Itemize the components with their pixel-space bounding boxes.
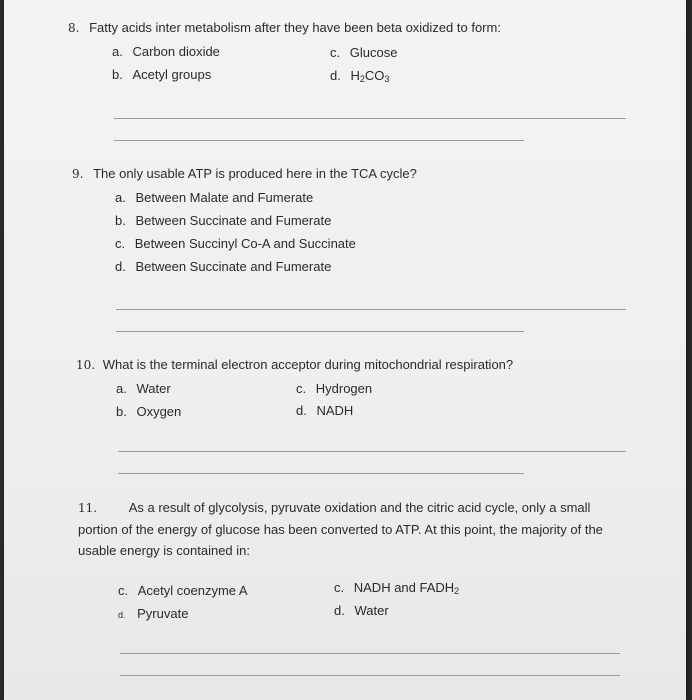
option-text: Water <box>354 603 389 618</box>
option-text: Between Succinate and Fumerate <box>135 213 332 228</box>
option-letter: a. <box>112 44 123 59</box>
question-text: The only usable ATP is produced here in the TCA cycle? <box>93 166 417 181</box>
option-letter: d. <box>334 603 345 618</box>
q10-option-a <box>116 381 171 396</box>
question-9 <box>72 163 417 185</box>
worksheet-page <box>4 0 686 700</box>
question-number: 10. <box>76 358 96 372</box>
question-10 <box>76 354 513 376</box>
answer-line <box>114 118 626 119</box>
question-text: Fatty acids inter metabolism after they have been beta oxidized to form: <box>89 20 501 35</box>
option-letter: d. <box>296 403 307 418</box>
option-text: Acetyl groups <box>132 67 212 82</box>
option-letter: a. <box>116 381 127 396</box>
option-text: Oxygen <box>136 404 182 419</box>
question-number: 8. <box>68 21 80 35</box>
q8-option-d <box>330 68 389 84</box>
option-text: Acetyl coenzyme A <box>137 583 248 598</box>
q8-option-c <box>330 45 397 60</box>
q10-option-b <box>116 404 181 419</box>
q9-option-a <box>115 190 313 205</box>
question-number: 11. <box>78 501 98 515</box>
q8-option-a <box>112 44 220 59</box>
q11-option-c-right <box>334 580 459 596</box>
option-text: Between Malate and Fumerate <box>135 190 314 205</box>
answer-line <box>120 675 620 676</box>
q11-option-d-right <box>334 603 389 618</box>
option-letter: c. <box>296 381 307 396</box>
option-letter: d. <box>118 610 126 620</box>
option-text: Glucose <box>349 45 398 60</box>
q10-option-c <box>296 381 372 396</box>
q9-option-d <box>115 259 331 274</box>
option-letter: a. <box>115 190 126 205</box>
q9-option-b <box>115 213 331 228</box>
option-text: NADH and $FADH_2$ <box>353 580 460 596</box>
question-11-line-2: portion of the energy of glucose has been converted to ATP. At this point, the majority of the <box>78 522 603 537</box>
answer-line <box>116 309 626 310</box>
option-letter: b. <box>115 213 126 228</box>
answer-line <box>118 451 626 452</box>
option-letter: c. <box>334 580 345 595</box>
q8-option-b <box>112 67 211 82</box>
q10-option-d <box>296 403 353 418</box>
question-11 <box>78 497 638 561</box>
option-letter: c. <box>118 583 129 598</box>
option-text: Between Succinate and Fumerate <box>135 259 332 274</box>
question-11-line-3: usable energy is contained in: <box>78 543 251 558</box>
question-11-line-1 <box>78 497 638 519</box>
option-letter: c. <box>330 45 341 60</box>
question-text: What is the terminal electron acceptor during mitochondrial respiration? <box>102 357 514 372</box>
q11-option-c-left <box>118 583 248 598</box>
answer-line <box>118 473 524 474</box>
option-letter: b. <box>116 404 127 419</box>
option-text: Between Succinyl Co-A and Succinate <box>134 236 356 251</box>
option-text: Pyruvate <box>137 606 189 621</box>
option-letter: c. <box>115 236 126 251</box>
question-8 <box>68 17 501 39</box>
option-letter: d. <box>115 259 126 274</box>
option-text: $H_2CO_3$ <box>350 68 390 84</box>
answer-line <box>114 140 524 141</box>
option-text: Water <box>136 381 171 396</box>
q9-option-c <box>115 236 356 251</box>
option-text: Hydrogen <box>315 381 373 396</box>
question-number: 9. <box>72 167 84 181</box>
option-text: Carbon dioxide <box>132 44 220 59</box>
option-text: NADH <box>316 403 354 418</box>
q11-option-d-left <box>118 606 188 621</box>
question-text: As a result of glycolysis, pyruvate oxidation and the citric acid cycle, only a small <box>128 500 591 515</box>
answer-line <box>116 331 524 332</box>
option-letter: d. <box>330 68 341 83</box>
answer-line <box>120 653 620 654</box>
option-letter: b. <box>112 67 123 82</box>
